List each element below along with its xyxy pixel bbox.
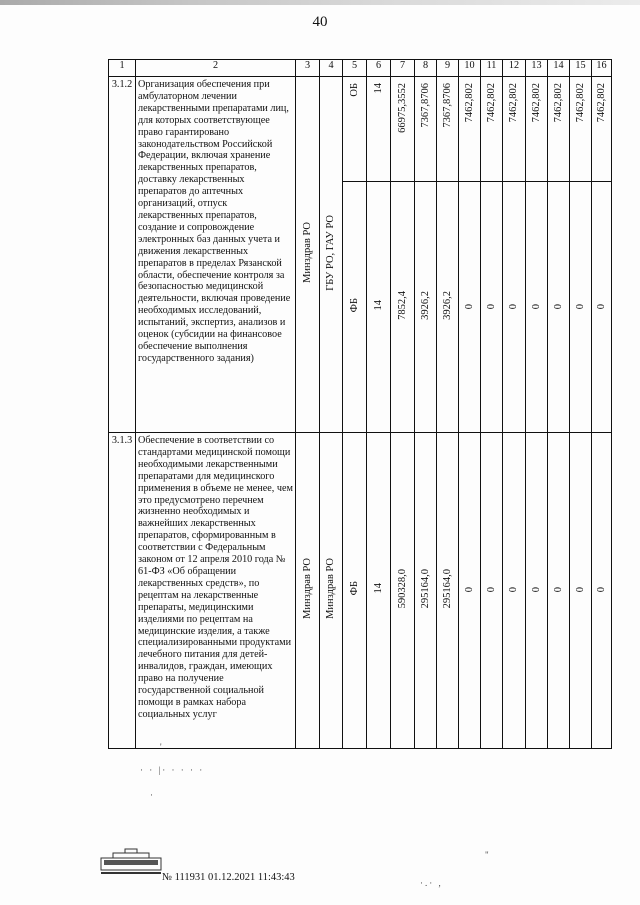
code-cell: 14 — [367, 182, 391, 433]
source-cell: ФБ — [343, 182, 367, 433]
value-cell: 0 — [459, 433, 481, 749]
header-cell: 12 — [503, 60, 526, 77]
executor-text: ГБУ РО, ГАУ РО — [325, 214, 337, 291]
row-description: Обеспечение в соответствии со стандартами медицинской помощи необходимыми лекарственными препаратами для медицинского применения в объеме не менее, чем это предусмотрено перечнем жизненно необходимых и важнейших лекарственных препаратов, сформированным в соответствии с Федеральным законом от 12 апреля 2010 года № 61-ФЗ «Об обращении лекарственных средств», по рецептам на лекарственные препараты, медицинскими изделиями по рецептам на медицинские изделия, а также специализированными продуктами лечебного питания для детей-инвалидов, граждан, имеющих право на получение государственной социальной помощи в рамках набора социальных услуг — [136, 433, 296, 749]
value-cell: 7462,802 — [459, 77, 481, 182]
scan-speck: · · |· · · · · — [140, 765, 205, 775]
header-cell: 5 — [343, 60, 367, 77]
responsible-text: Минздрав РО — [301, 222, 313, 283]
page-number: 40 — [312, 14, 328, 30]
header-row — [109, 60, 612, 77]
header-cell: 13 — [526, 60, 548, 77]
value-cell: 7367,8706 — [437, 77, 459, 182]
value-cell: 0 — [526, 182, 548, 433]
value-cell: 0 — [526, 433, 548, 749]
header-cell: 16 — [592, 60, 612, 77]
signature-stamp-icon — [95, 848, 167, 876]
value-cell: 7367,8706 — [415, 77, 437, 182]
scan-edge — [0, 0, 640, 5]
value-cell: 7462,802 — [592, 77, 612, 182]
row-description: Организация обеспечения при амбулаторном лечении лекарственными препаратами лиц, для которых соответствующее право гарантировано законодательством Российской Федерации, включая хранение лекарственных препаратов, доставку лекарственных препаратов до аптечных организаций, отпуск лекарственных препаратов, создание и сопровождение электронных баз данных учета и движения лекарственных препаратов в пределах Рязанской области, обеспечение контроля за безопасностью медицинской деятельности, включая проведение необходимых исследований, испытаний, экспертиз, анализов и оценок (субсидии на финансовое обеспечение выполнения государственного задания) — [136, 77, 296, 433]
header-cell: 11 — [481, 60, 503, 77]
header-cell: 14 — [548, 60, 570, 77]
value-cell: 0 — [592, 182, 612, 433]
value-cell: 0 — [481, 433, 503, 749]
value-cell: 0 — [548, 182, 570, 433]
source-cell: ФБ — [343, 433, 367, 749]
value-cell: 0 — [592, 433, 612, 749]
value-cell: 295164,0 — [437, 433, 459, 749]
scan-speck: ' — [160, 742, 164, 752]
header-cell: 1 — [109, 60, 136, 77]
value-cell: 7462,802 — [503, 77, 526, 182]
source-cell: ОБ — [343, 77, 367, 182]
table-row — [109, 433, 612, 749]
header-cell: 15 — [570, 60, 592, 77]
row-number: 3.1.3 — [109, 433, 136, 749]
value-cell: 7462,802 — [526, 77, 548, 182]
table-row — [109, 77, 612, 182]
value-cell: 590328,0 — [391, 433, 415, 749]
budget-table — [108, 59, 612, 749]
scan-speck: " — [485, 850, 491, 860]
value-cell: 0 — [570, 433, 592, 749]
code-cell: 14 — [367, 433, 391, 749]
signature-text: № 111931 01.12.2021 11:43:43 — [162, 872, 295, 883]
header-cell: 6 — [367, 60, 391, 77]
scan-speck: · — [150, 790, 155, 800]
executor-cell: Минздрав РО — [320, 433, 343, 749]
value-cell: 66975,3552 — [391, 77, 415, 182]
code-cell: 14 — [367, 77, 391, 182]
value-cell: 7852,4 — [391, 182, 415, 433]
value-cell: 0 — [503, 433, 526, 749]
header-cell: 4 — [320, 60, 343, 77]
value-cell: 0 — [459, 182, 481, 433]
value-cell: 0 — [503, 182, 526, 433]
header-cell: 3 — [296, 60, 320, 77]
header-cell: 7 — [391, 60, 415, 77]
value-cell: 3926,2 — [415, 182, 437, 433]
header-cell: 2 — [136, 60, 296, 77]
value-cell: 7462,802 — [548, 77, 570, 182]
value-cell: 7462,802 — [570, 77, 592, 182]
value-cell: 0 — [481, 182, 503, 433]
value-cell: 295164,0 — [415, 433, 437, 749]
scan-speck: ·.· , — [420, 878, 443, 888]
value-cell: 3926,2 — [437, 182, 459, 433]
row-number: 3.1.2 — [109, 77, 136, 433]
header-cell: 8 — [415, 60, 437, 77]
value-cell: 0 — [570, 182, 592, 433]
header-cell: 10 — [459, 60, 481, 77]
executor-cell — [320, 77, 343, 433]
responsible-cell: Минздрав РО — [296, 433, 320, 749]
header-cell: 9 — [437, 60, 459, 77]
value-cell: 7462,802 — [481, 77, 503, 182]
responsible-cell — [296, 77, 320, 433]
value-cell: 0 — [548, 433, 570, 749]
